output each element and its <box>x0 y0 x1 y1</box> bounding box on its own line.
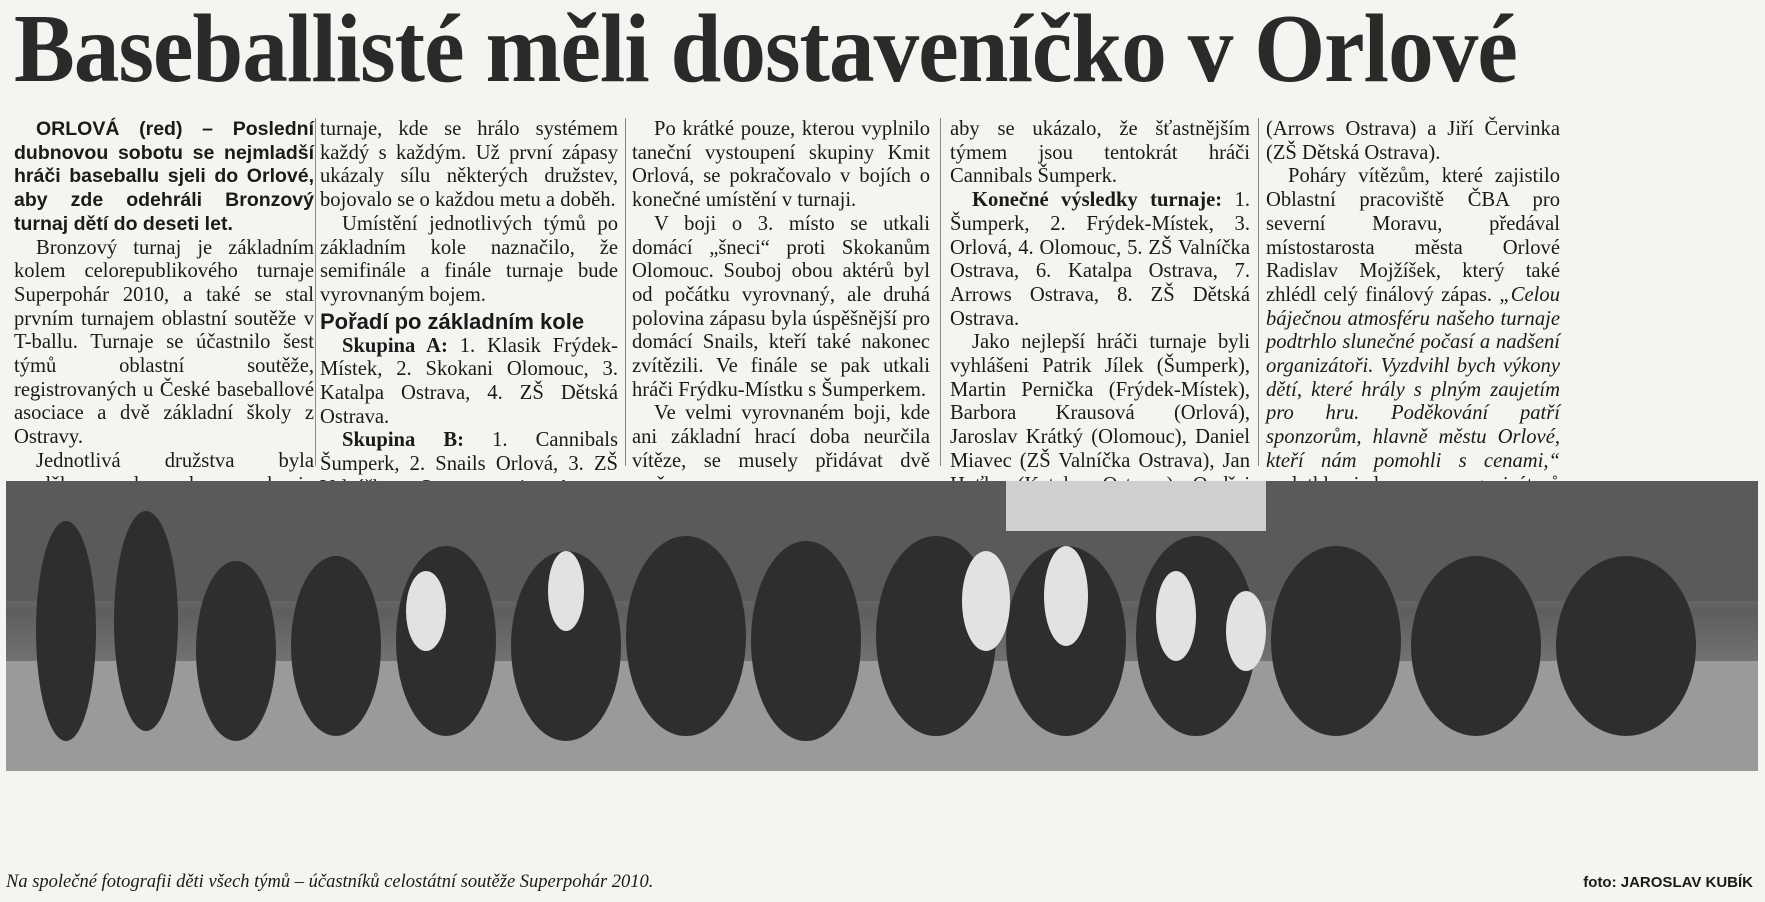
headline: Baseballisté měli dostaveníčko v Orlové <box>14 0 1517 103</box>
organizer-quote: „Celou báječnou atmosféru našeho turnaje podtrhlo slunečné počasí a nadšení organizátoři. Vyzdvihl bych výkony dětí, které hrály s plným zaujetím pro hru. Poděkování patří sponzorům, hlavně městu Orlové, kteří nám pomohli s cenami,“ <box>1266 283 1560 472</box>
paragraph: Jako nejlepší hráči turnaje byli vyhlášeni Patrik Jílek (Šumperk), Martin Pernička (Frýdek-Místek), Barbora Krausová (Orlová), Jaroslav Krátký (Olomouc), Daniel Miavec (ZŠ Valníčka Ostrava), Jan <box>950 331 1250 472</box>
photo-caption: Na společné fotografii děti všech týmů – účastníků celostátní soutěže Superpohár 2010. <box>6 872 654 892</box>
column-divider <box>940 118 941 466</box>
group-a-standings <box>320 335 618 430</box>
column-divider <box>625 118 626 466</box>
paragraph: Ve velmi vyrovnaném boji, kde ani základní hrací doba neurčila vítěze, se musely přidávat dvě <box>632 402 930 472</box>
column-2 <box>320 118 618 478</box>
column-divider <box>315 118 316 466</box>
results-label: Konečné výsledky turnaje: <box>972 189 1223 212</box>
results-text: 1. Šumperk, 2. Frýdek-Místek, 3. Orlová, 4. Olomouc, 5. ZŠ Valníčka Ostrava, 6. Katalpa Ostrava, 7. Arrows Ostrava, 8. ZŠ Dětská Ostrava. <box>950 189 1251 330</box>
column-5 <box>1266 118 1560 478</box>
paragraph: Umístění jednotlivých týmů po základním kole naznačilo, že semifinále a finále turnaje bude vyrovnaným bojem. <box>320 212 618 306</box>
group-a-text: 1. Klasik Frýdek-Místek, 2. Skokani Olomouc, 3. Katalpa Ostrava, 4. ZŠ Dětská Ostrava. <box>320 334 619 428</box>
group-a-label: Skupina A: <box>342 334 448 357</box>
column-divider <box>1258 118 1259 466</box>
lead-paragraph: ORLOVÁ (red) – Poslední dubnovou sobotu se nejmladší hráči baseballu sjeli do Orlové, aby zde odehráli Bronzový turnaj dětí do deseti let. <box>14 118 314 235</box>
paragraph: Bronzový turnaj je základním kolem celorepublikového turnaje Superpohár 2010, a také se stal prvním turnajem oblastní soutěže v T-ballu. Turnaje se účastnilo šest týmů oblastní soutěže, registrovaných u České baseballové asociace a dvě základní školy z Ostravy. <box>14 236 314 449</box>
column-1 <box>14 118 314 478</box>
section-subhead: Pořadí po základním kole <box>320 308 585 334</box>
paragraph: aby se ukázalo, že šťastnějším týmem jsou tentokrát hráči Cannibals Šumperk. <box>950 118 1250 188</box>
article-body <box>0 118 1765 478</box>
group-b-label: Skupina B: <box>342 429 464 452</box>
team-group-photo <box>6 481 1758 771</box>
photo-illustration <box>6 481 1758 771</box>
paragraph: (Arrows Ostrava) a Jiří Červinka (ZŠ Dětská Ostrava). <box>1266 118 1560 164</box>
paragraph: V boji o 3. místo se utkali domácí „šneci“ proti Skokanům Olomouc. Souboj obou aktérů byl od počátku vyrovnaný, ale druhá polovina zápasu byla úspěšnější pro domácí Snails, kteří také nakonec zvítězili. Ve finále se pak utkali hráči Frýdku-Místku s Šumperkem. <box>632 212 930 401</box>
column-4 <box>950 118 1250 478</box>
paragraph: turnaje, kde se hrálo systémem každý s každým. Už první zápasy ukázaly sílu některých družstev, bojovalo se o každou metu a doběh. <box>320 118 618 212</box>
group-b-text: 1. Cannibals Šumperk, 2. Snails Orlová, 3. ZŠ <box>320 429 618 476</box>
paragraph: Po krátké pouze, kterou vyplnilo taneční vystoupení skupiny Kmit Orlová, se pokračovalo v bojích o konečné umístění v turnaji. <box>632 118 930 212</box>
final-results <box>950 189 1250 331</box>
photo-credit: foto: JAROSLAV KUBÍK <box>1583 874 1753 891</box>
paragraph: Jednotlivá družstva byla <box>36 449 314 472</box>
paragraph-text: Poháry vítězům, které zajistilo Oblastní pracoviště ČBA pro severní Moravu, předával místostarosta města Orlové Radislav Mojžíšek, který také zhlédl celý finálový zápas. <box>1266 165 1560 306</box>
paragraph <box>1266 165 1560 521</box>
column-3 <box>632 118 930 478</box>
